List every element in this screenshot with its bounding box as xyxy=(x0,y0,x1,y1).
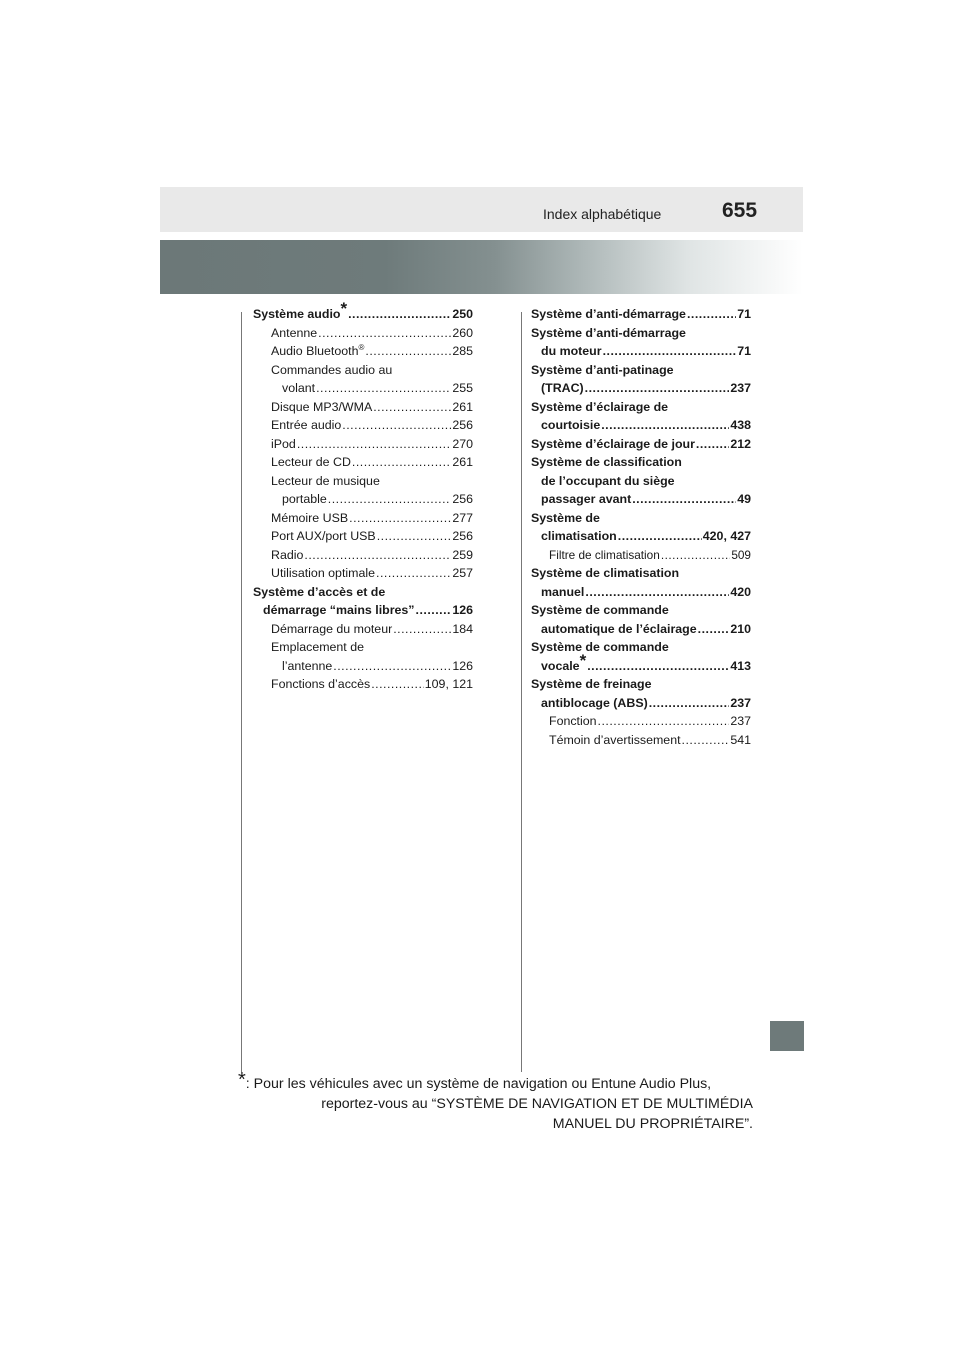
index-subentry-continuation: portable ..... 256 xyxy=(253,490,473,509)
index-entry-continuation: de l’occupant du siège xyxy=(541,473,675,488)
index-entry-continuation: climatisation ..... 420, 427 xyxy=(531,527,751,546)
index-subentry: Lecteur de CD ..... 261 xyxy=(253,453,473,472)
index-entry-continuation: démarrage “mains libres” ..... 126 xyxy=(253,601,473,620)
index-subentry: Port AUX/port USB ..... 256 xyxy=(253,527,473,546)
index-subentry: Commandes audio au xyxy=(271,362,393,377)
index-entry: Système d’éclairage de xyxy=(531,399,669,414)
header-gradient-band xyxy=(160,240,803,294)
index-entry: Système d’anti-patinage xyxy=(531,362,674,377)
index-subentry: Filtre de climatisation ..... 509 xyxy=(531,546,751,565)
index-entry: Système d’accès et de xyxy=(253,584,386,599)
index-subentry: Audio Bluetooth® ..... 285 xyxy=(253,342,473,361)
index-entry-continuation: antiblocage (ABS) ..... 237 xyxy=(531,694,751,713)
index-subentry: Disque MP3/WMA ..... 261 xyxy=(253,398,473,417)
index-subentry: Emplacement de xyxy=(271,640,364,654)
page-number: 655 xyxy=(722,199,758,222)
index-subentry-continuation: volant ..... 255 xyxy=(253,379,473,398)
index-entry-continuation: vocale* ..... 413 xyxy=(531,657,751,676)
index-entry-continuation: du moteur ..... 71 xyxy=(531,342,751,361)
index-subentry: Radio ..... 259 xyxy=(253,546,473,565)
index-subentry: Antenne ..... 260 xyxy=(253,324,473,343)
footnote-line-2: reportez-vous au “SYSTÈME DE NAVIGATION ET DE MULTIMÉDIA xyxy=(321,1096,753,1112)
index-entry: Système d’anti-démarrage xyxy=(531,325,686,340)
index-subentry: Témoin d’avertissement ..... 541 xyxy=(531,731,751,750)
index-entry: Système d’anti-démarrage ..... 71 xyxy=(531,305,751,324)
left-column-rule xyxy=(241,312,242,1072)
index-entry: Système de commande xyxy=(531,603,669,617)
index-subentry: Démarrage du moteur ..... 184 xyxy=(253,620,473,639)
index-entry-continuation: (TRAC) ..... 237 xyxy=(531,379,751,398)
index-subentry: Fonctions d’accès ..... 109, 121 xyxy=(253,675,473,694)
index-entry: Système audio* ..... 250 xyxy=(253,305,473,324)
index-subentry: Lecteur de musique xyxy=(271,473,380,488)
middle-column-rule xyxy=(521,312,522,1072)
index-entry-continuation: automatique de l’éclairage ..... 210 xyxy=(531,620,751,639)
index-entry: Système de classification xyxy=(531,455,682,469)
footnote-line-1: *: Pour les véhicules avec un système de navigation ou Entune Audio Plus, xyxy=(238,1069,712,1092)
index-subentry: Fonction ..... 237 xyxy=(531,712,751,731)
index-subentry: Utilisation optimale ..... 257 xyxy=(253,564,473,583)
index-subentry: iPod ..... 270 xyxy=(253,435,473,454)
index-entry: Système de commande xyxy=(531,640,669,654)
index-subentry: Mémoire USB ..... 277 xyxy=(253,509,473,528)
index-entry: Système de freinage xyxy=(531,677,652,691)
section-thumb-tab xyxy=(770,1021,804,1051)
index-column-left xyxy=(253,299,473,694)
index-subentry: Entrée audio ..... 256 xyxy=(253,416,473,435)
footnote xyxy=(238,1069,753,1134)
index-entry-continuation: manuel ..... 420 xyxy=(531,583,751,602)
header-bar xyxy=(160,187,803,232)
footnote-line-3: MANUEL DU PROPRIÉTAIRE”. xyxy=(552,1116,753,1132)
index-entry: Système d’éclairage de jour ..... 212 xyxy=(531,435,751,454)
index-entry: Système de xyxy=(531,510,600,525)
index-column-right xyxy=(531,305,751,749)
index-entry-continuation: courtoisie ..... 438 xyxy=(531,416,751,435)
index-entry-continuation: passager avant ..... 49 xyxy=(531,490,751,509)
page-title: Index alphabétique xyxy=(543,206,662,222)
index-entry: Système de climatisation xyxy=(531,566,680,580)
index-subentry-continuation: l’antenne ..... 126 xyxy=(253,657,473,676)
